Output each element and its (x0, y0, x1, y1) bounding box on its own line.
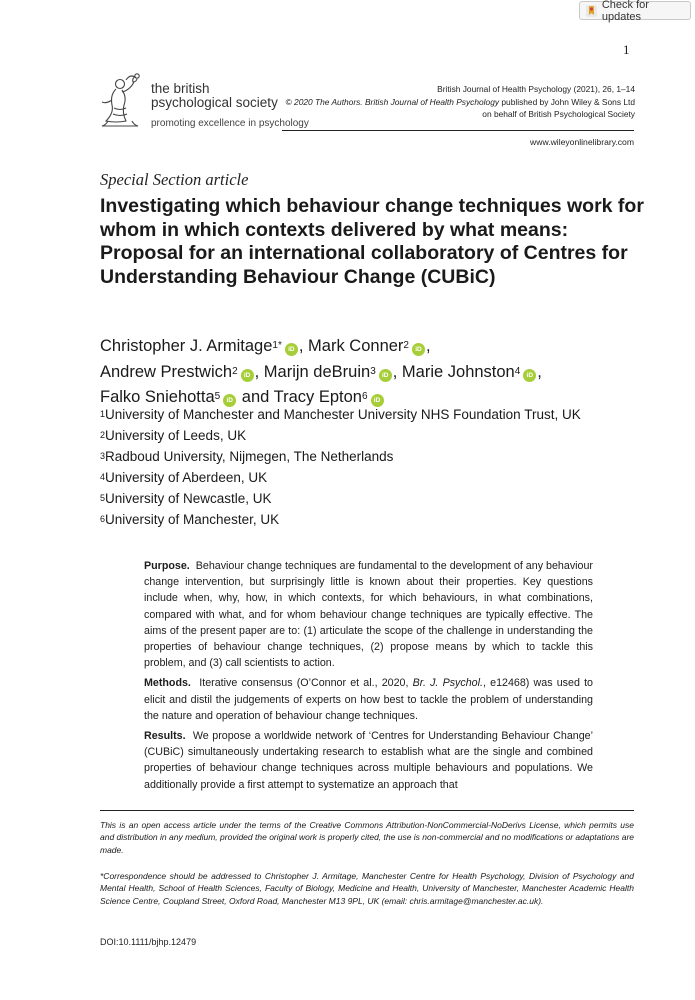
doi-link[interactable]: DOI:10.1111/bjhp.12479 (100, 937, 197, 947)
author-list: Christopher J. Armitage$^{1*}$ iD , Mark Conner$^2$ iD , Andrew Prestwich$^2$ iD , Marijn deBruin$^3$ iD , Marie Johnston$^4$ iD , Falko Sniehotta$^5$ iD and Tracy Epton$^6$ iD (100, 337, 542, 406)
author-name: Tracy Epton (273, 388, 362, 406)
author-name: Mark Conner (308, 337, 404, 355)
check-for-updates-button[interactable] (579, 0, 691, 23)
affiliation-list (100, 405, 660, 531)
orcid-icon[interactable]: iD (285, 343, 298, 356)
society-tagline: promoting excellence in psychology (151, 118, 309, 129)
author-affiliation-number: 3 (370, 365, 376, 377)
affiliation-item: $^1$University of Manchester and Manchester University NHS Foundation Trust, UK (100, 407, 581, 422)
journal-copyright: © 2020 The Authors. British Journal of Health Psychology published by John Wiley & Sons Ltd (285, 96, 635, 107)
header-divider (282, 130, 634, 131)
author-affiliation-number: 2 (403, 340, 409, 351)
orcid-icon[interactable]: iD (241, 369, 254, 382)
orcid-icon[interactable]: iD (223, 394, 236, 407)
author-name: Christopher J. Armitage (100, 337, 273, 355)
affiliation-item: $^4$University of Aberdeen, UK (100, 470, 268, 485)
orcid-icon[interactable]: iD (379, 369, 392, 382)
check-for-updates-label: Check for updates (601, 0, 649, 23)
journal-behalf: on behalf of British Psychological Society (482, 109, 635, 119)
orcid-icon[interactable]: iD (523, 369, 536, 382)
author-affiliation-number: 2 (232, 365, 238, 377)
journal-info (286, 83, 635, 121)
correspondence-footnote: *Correspondence should be addressed to Christopher J. Armitage, Manchester Centre for Health Psychology, Division of Psychology and Mental Health, School of Health Sciences, Faculty of Biology, Medicine and Health, University of Manchester, Manchester Academic Health Science Centre, Coupland Street, Oxford Road, Manchester M13 9PL, UK (email: chris.armitage@manchester.ac.uk). (100, 871, 634, 906)
bookmark-icon (586, 5, 597, 17)
author-affiliation-number: 4 (514, 365, 521, 377)
author-affiliation-number: 1* (272, 340, 282, 351)
society-name-line1: the british (151, 81, 210, 96)
society-name-line2: psychological society (151, 95, 278, 110)
affiliation-item: $^2$University of Leeds, UK (100, 428, 247, 443)
author-affiliation-number: 6 (361, 391, 368, 402)
orcid-icon[interactable]: iD (371, 394, 384, 407)
license-footnote: This is an open access article under the terms of the Creative Commons Attribution-NonCommercial-NoDerivs License, which permits use and distribution in any medium, provided the original work is properly cited, the use is non-commercial and no modifications or adaptations are made. (100, 820, 634, 855)
author-affiliation-number: 5 (214, 391, 221, 402)
orcid-icon[interactable]: iD (412, 343, 425, 356)
page-number: 1 (623, 42, 630, 57)
abstract-results: Results. We propose a worldwide network of ‘Centres for Understanding Behaviour Change’ (CUBiC) simultaneously undertaking research to establish what are the single and combined properties of behaviour change techniques across multiple behaviours and populations. We additionally provide a first attempt to systematize an approach that (144, 730, 593, 791)
author-name: Falko Sniehotta (100, 388, 215, 406)
society-logo-icon (96, 70, 148, 130)
author-name: Marie Johnston (401, 362, 515, 381)
footnote-divider (100, 810, 634, 811)
abstract-methods: Methods. Iterative consensus (O’Connor et al., 2020, Br. J. Psychol., e12468) was used to elicit and distil the judgements of experts on how best to tackle the problem of understanding the nature and operation of behaviour change techniques. (144, 677, 593, 722)
affiliation-item: $^6$University of Manchester, UK (100, 512, 280, 527)
abstract-purpose: Purpose. Behaviour change techniques are fundamental to the development of any behaviour change intervention, but surprisingly little is known about their properties. Key questions include when, why, how, in which contexts, for which behaviours, in what combinations, compared with what, and for whom behaviour change techniques are typically effective. The aims of the present paper are to: (1) articulate the scope of the challenge in understanding the properties of behaviour change techniques, (2) propose means by which to tackle this problem, and (3) call scientists to action. (144, 560, 593, 670)
article-title: Investigating which behaviour change techniques work for whom in which contexts delivered by what means: Proposal for an international collaboratory of Centres for Understanding Behaviour Change (CUBiC) (100, 195, 644, 288)
affiliation-item: $^3$Radboud University, Nijmegen, The Netherlands (100, 449, 394, 464)
affiliation-item: $^5$University of Newcastle, UK (100, 491, 272, 506)
section-label: Special Section article (100, 170, 249, 189)
author-name: Marijn deBruin (263, 362, 371, 381)
journal-website-link[interactable]: www.wileyonlinelibrary.com (530, 137, 634, 147)
abstract (144, 558, 593, 797)
journal-citation: British Journal of Health Psychology (2021), 26, 1–14 (437, 84, 635, 94)
author-name: Andrew Prestwich (100, 362, 233, 381)
